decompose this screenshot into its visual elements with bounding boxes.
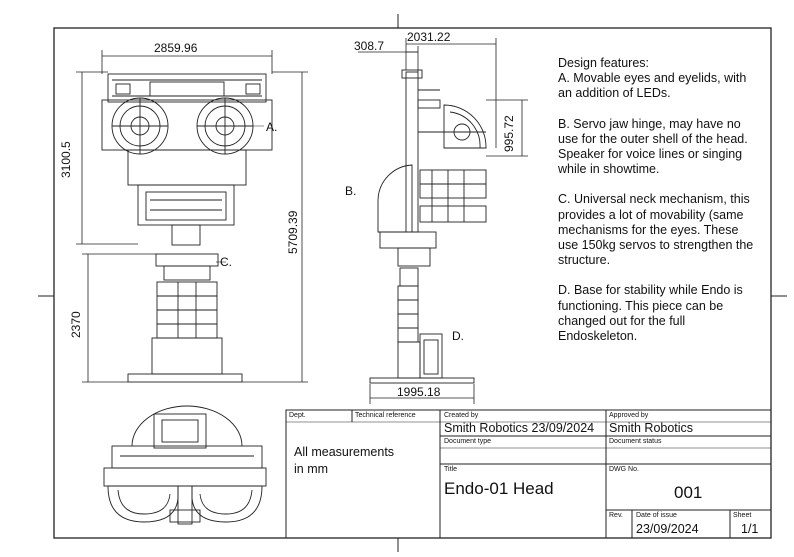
sheet-value: 1/1 <box>741 522 759 536</box>
dim-front-width: 2859.96 <box>154 41 198 55</box>
measurement-note: All measurements in mm <box>294 445 395 476</box>
callout-c: C. <box>220 255 232 269</box>
dim-side-width: 2031.22 <box>407 30 451 44</box>
design-notes <box>558 56 758 359</box>
rev-label: Rev. <box>609 512 623 519</box>
dim-front-head-height: 3100.5 <box>59 141 73 178</box>
dim-front-total-height: 5709.39 <box>286 210 300 254</box>
callout-a: A. <box>266 120 278 134</box>
created-by-value: Smith Robotics 23/09/2024 <box>444 421 595 435</box>
created-by-label: Created by <box>444 412 479 419</box>
note-a: A. Movable eyes and eyelids, with an addition of LEDs. <box>558 71 747 101</box>
approved-by-value: Smith Robotics <box>609 421 694 435</box>
title-label: Title <box>444 466 457 473</box>
callout-b: B. <box>345 184 357 198</box>
date-of-issue-label: Date of issue <box>636 512 677 519</box>
dim-side-jaw: 995.72 <box>502 115 516 152</box>
dwg-no-label: DWG No. <box>609 466 639 473</box>
date-of-issue-value: 23/09/2024 <box>636 522 699 536</box>
document-type-label: Document type <box>444 438 492 445</box>
dept-label: Dept. <box>289 412 306 419</box>
callout-d: D. <box>452 329 464 343</box>
document-status-label: Document status <box>609 438 662 445</box>
technical-reference-label: Technical reference <box>355 412 416 419</box>
side-view <box>370 70 486 383</box>
top-view <box>104 406 266 524</box>
note-b: B. Servo jaw hinge, may have no use for the outer shell of the head. Speaker for voice lines or singing while in showtime. <box>558 116 748 177</box>
approved-by-label: Approved by <box>609 412 649 419</box>
notes-heading: Design features: <box>558 56 650 70</box>
sheet-label: Sheet <box>733 512 752 519</box>
dim-side-base: 1995.18 <box>397 385 441 399</box>
note-d: D. Base for stability while Endo is functioning. This piece can be changed out for the full Endoskeleton. <box>558 283 743 344</box>
dim-side-offset: 308.7 <box>354 39 385 53</box>
front-view <box>102 74 272 382</box>
dim-front-neck-height: 2370 <box>69 311 83 338</box>
note-c: C. Universal neck mechanism, this provides a lot of movability (same mechanisms for the eyes. These use 150kg servos to strengthen the structure. <box>558 192 754 268</box>
side-dimension-lines <box>358 38 528 404</box>
dwg-no-value: 001 <box>674 483 703 502</box>
drawing-title: Endo-01 Head <box>444 479 554 498</box>
